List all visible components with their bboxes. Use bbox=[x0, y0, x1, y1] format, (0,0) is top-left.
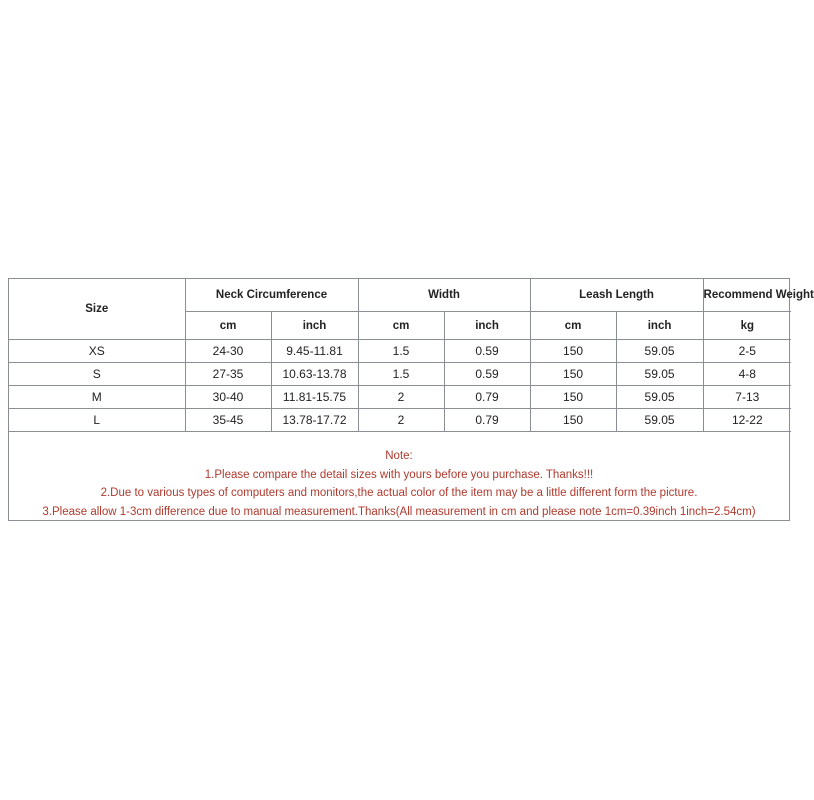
table-cell: L bbox=[9, 409, 185, 432]
unit-cell: cm bbox=[185, 312, 271, 340]
table-cell: 150 bbox=[530, 409, 616, 432]
table-cell: 59.05 bbox=[616, 363, 703, 386]
table-row bbox=[9, 340, 791, 363]
table-cell: 59.05 bbox=[616, 386, 703, 409]
table-cell: 2-5 bbox=[703, 340, 791, 363]
table-cell: 2 bbox=[358, 409, 444, 432]
table-cell: 0.59 bbox=[444, 340, 530, 363]
table-cell: 1.5 bbox=[358, 340, 444, 363]
table-cell: 13.78-17.72 bbox=[271, 409, 358, 432]
table-row bbox=[9, 386, 791, 409]
table-cell: 150 bbox=[530, 363, 616, 386]
table-cell: 59.05 bbox=[616, 409, 703, 432]
table-cell: 150 bbox=[530, 340, 616, 363]
table-cell: 12-22 bbox=[703, 409, 791, 432]
unit-cell: inch bbox=[271, 312, 358, 340]
table-cell: 7-13 bbox=[703, 386, 791, 409]
note-line: 2.Due to various types of computers and monitors,the actual color of the item may be a little different form the picture. bbox=[100, 487, 698, 499]
header-width: Width bbox=[358, 279, 530, 312]
notes-section bbox=[9, 447, 789, 521]
unit-cell: cm bbox=[358, 312, 444, 340]
note-title: Note: bbox=[385, 450, 413, 462]
header-leash-length: Leash Length bbox=[530, 279, 703, 312]
unit-cell: cm bbox=[530, 312, 616, 340]
table-row bbox=[9, 363, 791, 386]
table-header-row bbox=[9, 279, 791, 312]
table-cell: 24-30 bbox=[185, 340, 271, 363]
size-table bbox=[9, 279, 814, 432]
table-cell: 35-45 bbox=[185, 409, 271, 432]
unit-cell: kg bbox=[703, 312, 791, 340]
header-neck-circumference: Neck Circumference bbox=[185, 279, 358, 312]
table-cell: 0.79 bbox=[444, 386, 530, 409]
size-chart bbox=[8, 278, 814, 521]
header-size: Size bbox=[9, 279, 185, 340]
table-cell: 150 bbox=[530, 386, 616, 409]
table-cell: 59.05 bbox=[616, 340, 703, 363]
header-recommend-weight: Recommend Weight bbox=[703, 279, 791, 312]
note-line: 3.Please allow 1-3cm difference due to manual measurement.Thanks(All measurement in cm and please note 1cm=0.39inch 1inch=2.54cm) bbox=[42, 505, 756, 518]
table-cell: S bbox=[9, 363, 185, 386]
table-cell: 10.63-13.78 bbox=[271, 363, 358, 386]
table-cell: 9.45-11.81 bbox=[271, 340, 358, 363]
table-row bbox=[9, 409, 791, 432]
note-line: 1.Please compare the detail sizes with yours before you purchase. Thanks!!! bbox=[204, 468, 594, 481]
table-cell: 0.79 bbox=[444, 409, 530, 432]
unit-cell: inch bbox=[616, 312, 703, 340]
table-cell: 1.5 bbox=[358, 363, 444, 386]
table-cell: 30-40 bbox=[185, 386, 271, 409]
table-cell: XS bbox=[9, 340, 185, 363]
table-cell: 0.59 bbox=[444, 363, 530, 386]
table-cell: 2 bbox=[358, 386, 444, 409]
table-cell: 27-35 bbox=[185, 363, 271, 386]
table-cell: 11.81-15.75 bbox=[271, 386, 358, 409]
table-cell: 4-8 bbox=[703, 363, 791, 386]
unit-cell: inch bbox=[444, 312, 530, 340]
table-cell: M bbox=[9, 386, 185, 409]
